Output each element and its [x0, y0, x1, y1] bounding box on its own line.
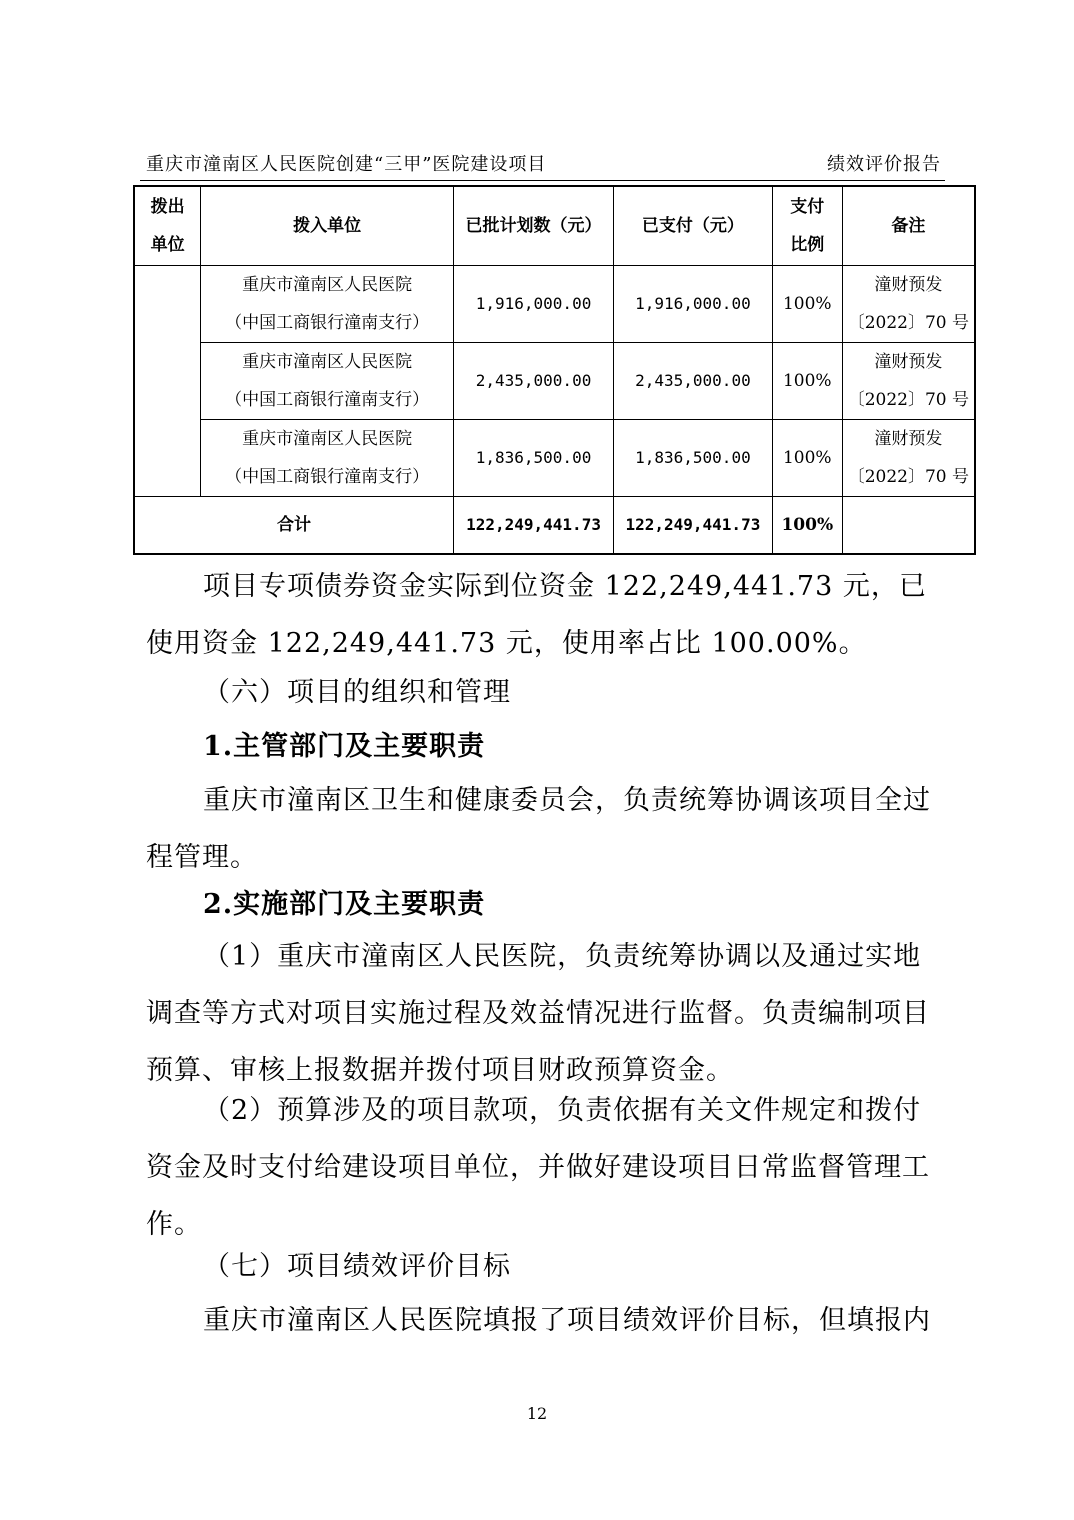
- table-row: [134, 420, 975, 497]
- total-ratio: 100%: [772, 497, 842, 555]
- total-note: [842, 497, 975, 555]
- header-note: 备注: [842, 186, 975, 266]
- recipient-unit-cell: 重庆市潼南区人民医院 （中国工商银行潼南支行）: [201, 343, 454, 420]
- total-label: 合计: [134, 497, 454, 555]
- ratio-cell: 100%: [772, 343, 842, 420]
- paragraph-fund-usage: 项目专项债券资金实际到位资金 122,249,441.73 元，已使用资金 122,249,441.73 元，使用率占比 100.00%。: [146, 571, 927, 659]
- note-cell: 潼财预发 〔2022〕70 号: [842, 343, 975, 420]
- running-header: [146, 150, 941, 180]
- header-planned-amount: 已批计划数（元）: [454, 186, 614, 266]
- header-report-title: 绩效评价报告: [827, 154, 941, 175]
- paid-amount-cell: 1,916,000.00: [613, 266, 772, 343]
- section-heading-6: （六）项目的组织和管理: [203, 677, 511, 708]
- payment-table: [133, 185, 976, 555]
- header-source-unit: 拨出 单位: [134, 186, 201, 266]
- ratio-cell: 100%: [772, 266, 842, 343]
- header-paid-amount: 已支付（元）: [613, 186, 772, 266]
- note-cell: 潼财预发 〔2022〕70 号: [842, 420, 975, 497]
- table-row: [134, 343, 975, 420]
- total-paid: 122,249,441.73: [613, 497, 772, 555]
- subheading-implementing-dept: 2.实施部门及主要职责: [203, 889, 486, 920]
- total-planned: 122,249,441.73: [454, 497, 614, 555]
- table-header-row: [134, 186, 975, 266]
- header-rule: [140, 180, 945, 181]
- planned-amount-cell: 2,435,000.00: [454, 343, 614, 420]
- planned-amount-cell: 1,836,500.00: [454, 420, 614, 497]
- source-unit-cell: [134, 266, 201, 497]
- paragraph-implementing-1: （1）重庆市潼南区人民医院，负责统筹协调以及通过实地调查等方式对项目实施过程及效益情况进行监督。负责编制项目预算、审核上报数据并拨付项目财政预算资金。: [146, 941, 930, 1086]
- paragraph-competent-dept: 重庆市潼南区卫生和健康委员会，负责统筹协调该项目全过程管理。: [146, 785, 931, 873]
- note-cell: 潼财预发 〔2022〕70 号: [842, 266, 975, 343]
- table-row: [134, 266, 975, 343]
- paid-amount-cell: 1,836,500.00: [613, 420, 772, 497]
- paid-amount-cell: 2,435,000.00: [613, 343, 772, 420]
- recipient-unit-cell: 重庆市潼南区人民医院 （中国工商银行潼南支行）: [201, 266, 454, 343]
- table-total-row: [134, 497, 975, 555]
- paragraph-implementing-2: （2）预算涉及的项目款项，负责依据有关文件规定和拨付资金及时支付给建设项目单位，并做好建设项目日常监督管理工作。: [146, 1095, 930, 1240]
- header-project-title: 重庆市潼南区人民医院创建“三甲”医院建设项目: [146, 154, 547, 175]
- subheading-competent-dept: 1.主管部门及主要职责: [203, 731, 486, 762]
- recipient-unit-cell: 重庆市潼南区人民医院 （中国工商银行潼南支行）: [201, 420, 454, 497]
- section-heading-7: （七）项目绩效评价目标: [203, 1251, 511, 1282]
- header-payment-ratio: 支付 比例: [772, 186, 842, 266]
- page-number: 12: [526, 1404, 548, 1423]
- planned-amount-cell: 1,916,000.00: [454, 266, 614, 343]
- header-recipient-unit: 拨入单位: [201, 186, 454, 266]
- paragraph-evaluation-goal: 重庆市潼南区人民医院填报了项目绩效评价目标，但填报内: [203, 1305, 931, 1336]
- ratio-cell: 100%: [772, 420, 842, 497]
